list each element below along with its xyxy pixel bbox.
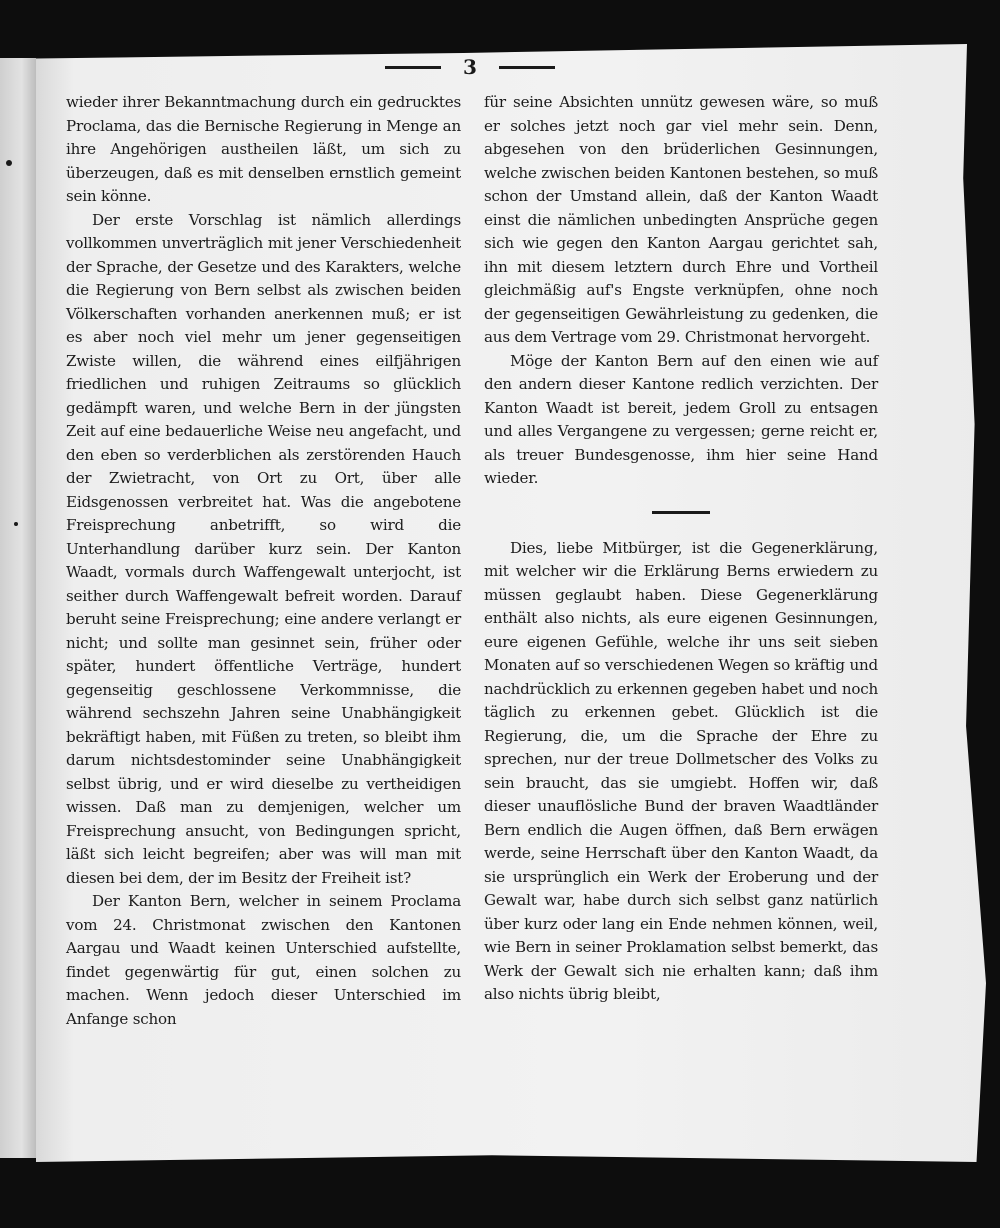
left-paragraph-2: Der erste Vorschlag ist nämlich allerdings vollkommen unverträglich mit jener Verschiedenheit der Sprache, der Gesetze und des Karakters, welche die Regierung von Bern selbst als zwischen beiden Völkerschaften vorhanden anerkennen muß; er ist es aber noch viel mehr um jener gegenseitigen Zwiste willen, die während eines eilfjährigen friedlichen und ruhigen Zeitraums so glücklich gedämpft waren, und welche Bern in der jüngsten Zeit auf eine bedauerliche Weise neu angefacht, und den eben so verderblichen als zerstörenden Hauch der Zwietracht, von Ort zu Ort, über alle Eidsgenossen verbreitet hat. Was die angebotene Freisprechung anbetrifft, so wird die Unterhandlung darüber kurz sein. Der Kanton Waadt, vormals durch Waffengewalt unterjocht, ist seither durch Waffengewalt befreit worden. Darauf beruht seine Freisprechung; eine andere verlangt er nicht; und sollte man gesinnet sein, früher oder später, hundert öffentliche Verträge, hundert gegenseitig geschlossene Verkommnisse, die während sechszehn Jahren seine Unabhängigkeit bekräftigt haben, mit Füßen zu treten, so bleibt ihm darum nichtsdestominder seine Unabhängigkeit selbst übrig, und er wird dieselbe zu vertheidigen wissen. Daß man zu demjenigen, welcher um Freisprechung ansucht, von Bedingungen spricht, läßt sich leicht begreifen; aber was will man mit diesen bei dem, der im Besitz der Freiheit ist?	[66, 210, 461, 887]
previous-page-edge	[0, 58, 36, 1158]
left-column	[66, 91, 461, 1031]
ink-speck	[14, 522, 18, 526]
right-paragraph-1: für seine Absichten unnütz gewesen wäre, so muß er solches jetzt noch gar viel mehr sein. Denn, abgesehen von den brüderlichen Gesinnungen, welche zwischen beiden Kantonen bestehen, so muß schon der Umstand allein, daß der Kanton Waadt einst die nämlichen unbedingten Ansprüche gegen sich wie gegen den Kanton Aargau gerichtet sah, ihn mit diesem letztern durch Ehre und Vortheil gleichmäßig auf's Engste verknüpfen, ohne noch der gegenseitigen Gewährleistung zu gedenken, die aus dem Vertrage vom 29. Christmonat hervorgeht.	[484, 93, 878, 346]
left-paragraph-3: Der Kanton Bern, welcher in seinem Proclama vom 24. Christmonat zwischen den Kantonen Aargau und Waadt keinen Unterschied aufstellte, findet gegenwärtig für gut, einen solchen zu machen. Wenn jedoch dieser Unterschied im Anfange schon	[66, 892, 461, 1028]
right-paragraph-3: Dies, liebe Mitbürger, ist die Gegenerklärung, mit welcher wir die Erklärung Berns erwiedern zu müssen geglaubt haben. Diese Gegenerklärung enthält also nichts, als eure eigenen Gesinnungen, eure eigenen Gefühle, welche ihr uns seit sieben Monaten auf so verschiedenen Wegen so kräftig und nachdrücklich zu erkennen gegeben habet und noch täglich zu erkennen gebet. Glücklich ist die Regierung, die, um die Sprache der Ehre zu sprechen, nur der treue Dollmetscher des Volks zu sein braucht, das sie umgiebt. Hoffen wir, daß dieser unauflösliche Bund der braven Waadtländer Bern endlich die Augen öffnen, daß Bern erwägen werde, seine Herrschaft über den Kanton Waadt, da sie ursprünglich ein Werk der Eroberung und der Gewalt war, habe durch sich selbst ganz natürlich über kurz oder lang ein Ende nehmen können, weil, wie Bern in seiner Proklamation selbst bemerkt, das Werk der Gewalt sich nie erhalten kann; daß ihm also nichts übrig bleibt,	[484, 538, 878, 1003]
right-column	[484, 91, 878, 1007]
section-divider	[652, 511, 710, 514]
page-header	[380, 56, 560, 78]
header-rule-left	[385, 66, 441, 69]
page-number: 3	[463, 55, 477, 79]
ink-speck	[6, 160, 12, 166]
right-paragraph-2: Möge der Kanton Bern auf den einen wie auf den andern dieser Kantone redlich verzichten. Der Kanton Waadt ist bereit, jedem Groll zu entsagen und alles Vergangene zu vergessen; gerne reicht er, als treuer Bundesgenosse, ihm hier seine Hand wieder.	[484, 351, 878, 487]
left-paragraph-1: wieder ihrer Bekanntmachung durch ein gedrucktes Proclama, das die Bernische Regierung in Menge an ihre Angehörigen austheilen läßt, um sich zu überzeugen, daß es mit denselben ernstlich gemeint sein könne.	[66, 93, 461, 205]
header-rule-right	[499, 66, 555, 69]
